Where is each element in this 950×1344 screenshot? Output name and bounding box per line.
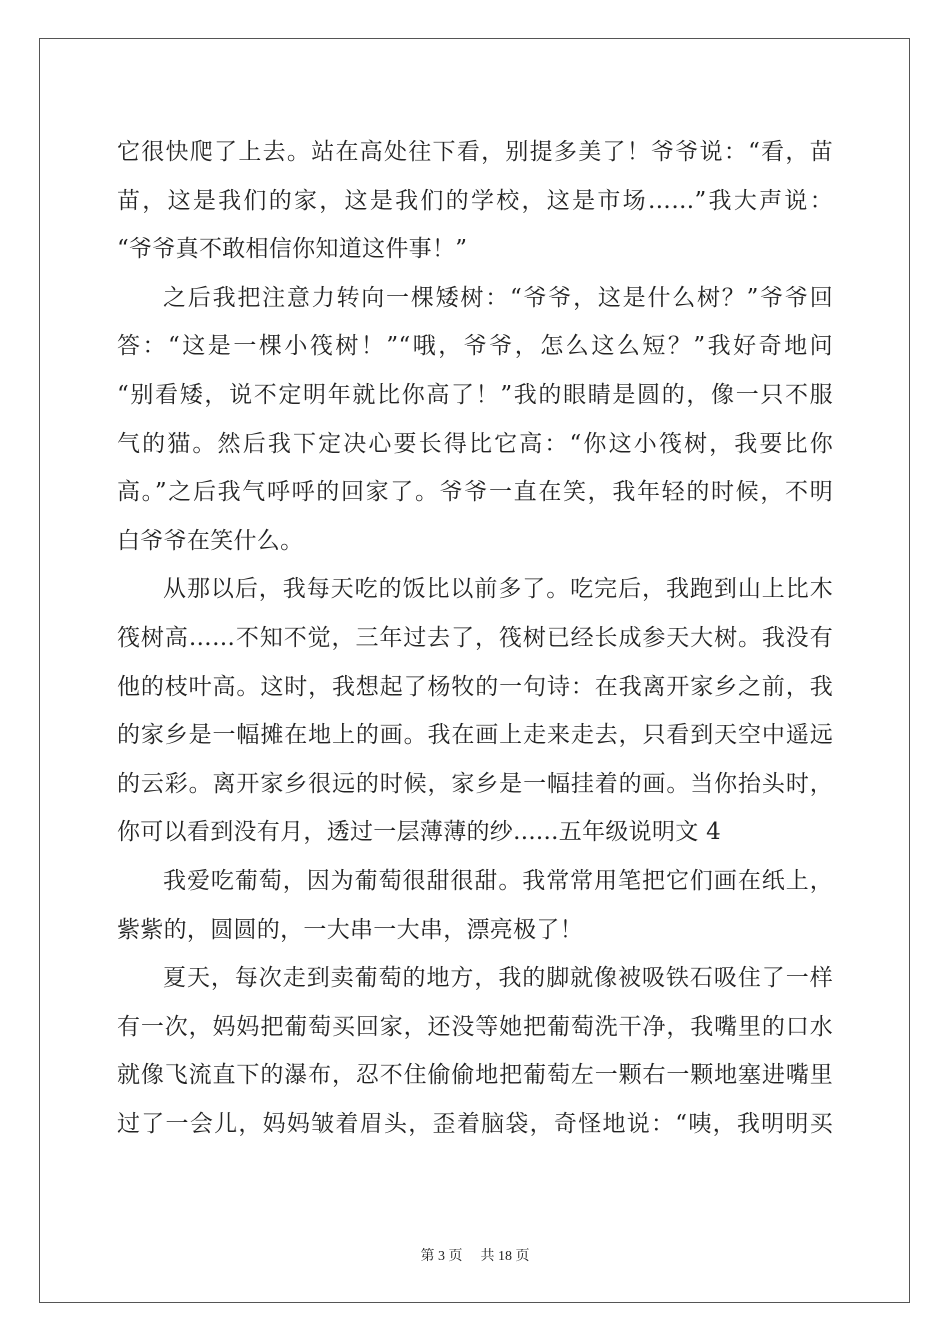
text-line: 有一次，妈妈把葡萄买回家，还没等她把葡萄洗干净，我嘴里的口水 <box>117 1013 833 1040</box>
text-line: 你可以看到没有月，透过一层薄薄的纱......五年级说明文 4 <box>117 819 722 846</box>
text-line: 他的枝叶高。这时，我想起了杨牧的一句诗：在我离开家乡之前，我 <box>117 673 833 700</box>
text-line: 从那以后，我每天吃的饭比以前多了。吃完后，我跑到山上比木 <box>163 576 833 603</box>
text-line: 筏树高……不知不觉，三年过去了，筏树已经长成参天大树。我没有 <box>117 624 833 651</box>
text-line: 就像飞流直下的瀑布，忍不住偷偷地把葡萄左一颗右一颗地塞进嘴里 <box>117 1062 833 1089</box>
current-page-label: 第 3 页 <box>420 1249 463 1264</box>
document-body <box>117 128 833 1148</box>
text-line: “别看矮，说不定明年就比你高了！”我的眼睛是圆的，像一只不服 <box>117 381 833 408</box>
text-line: 白爷爷在笑什么。 <box>117 527 304 554</box>
text-line: 紫紫的，圆圆的，一大串一大串，漂亮极了！ <box>117 916 583 943</box>
page-footer <box>0 1245 950 1265</box>
text-line: 答：“这是一棵小筏树！”“哦，爷爷，怎么这么短？”我好奇地问 <box>117 333 833 360</box>
text-line: 苗，这是我们的家，这是我们的学校，这是市场……”我大声说： <box>117 187 833 214</box>
text-line: 气的猫。然后我下定决心要长得比它高：“你这小筏树，我要比你 <box>117 430 833 457</box>
text-line: 高。”之后我气呼呼的回家了。爷爷一直在笑，我年轻的时候，不明 <box>117 479 833 506</box>
text-line: 它很快爬了上去。站在高处往下看，别提多美了！爷爷说：“看，苗 <box>117 139 833 165</box>
text-line: 的云彩。离开家乡很远的时候，家乡是一幅挂着的画。当你抬头时， <box>117 770 833 797</box>
text-line: 的家乡是一幅摊在地上的画。我在画上走来走去，只看到天空中遥远 <box>117 722 833 749</box>
text-line: 之后我把注意力转向一棵矮树：“爷爷，这是什么树？”爷爷回 <box>163 284 833 311</box>
text-line: 我爱吃葡萄，因为葡萄很甜很甜。我常常用笔把它们画在纸上， <box>163 867 833 894</box>
text-line: 夏天，每次走到卖葡萄的地方，我的脚就像被吸铁石吸住了一样 <box>163 965 833 992</box>
total-pages-label: 共 18 页 <box>480 1249 530 1264</box>
text-line: “爷爷真不敢相信你知道这件事！” <box>117 236 468 263</box>
text-line: 过了一会儿，妈妈皱着眉头，歪着脑袋，奇怪地说：“咦，我明明买 <box>117 1110 833 1137</box>
